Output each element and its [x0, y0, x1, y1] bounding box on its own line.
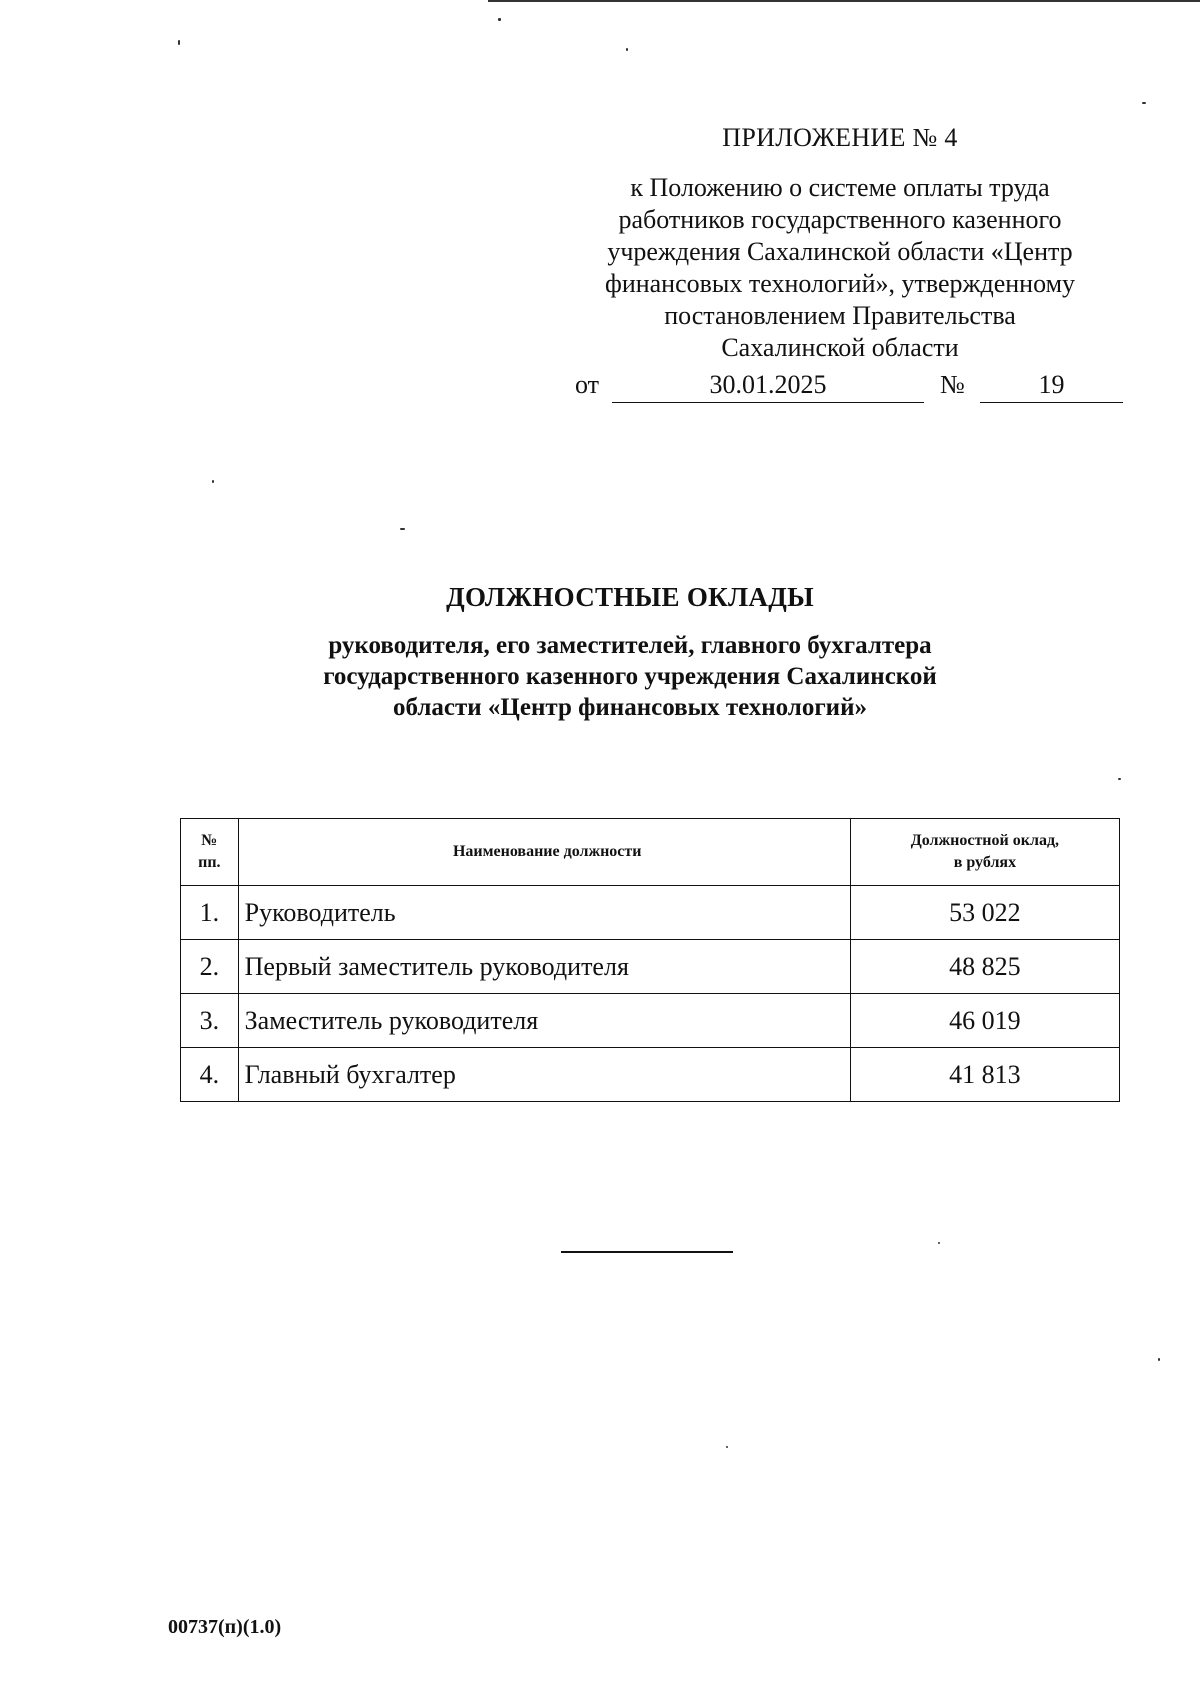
header-salary-line1: Должностной оклад, — [910, 832, 1060, 849]
subtitle-line: руководителя, его заместителей, главного бухгалтера — [328, 632, 932, 659]
header-position: Наименование должности — [238, 819, 850, 886]
scan-speck — [938, 1242, 940, 1244]
table-row — [181, 1048, 1120, 1102]
document-code: 00737(п)(1.0) — [168, 1616, 282, 1638]
scan-speck — [1142, 102, 1146, 104]
salary-table — [180, 818, 1120, 1102]
resolution-date: 30.01.2025 — [612, 370, 924, 403]
row-salary: 41 813 — [850, 1048, 1119, 1102]
resolution-number: 19 — [980, 370, 1123, 403]
header-number-line1: № — [201, 832, 218, 849]
scan-speck — [626, 48, 628, 51]
table-row — [181, 994, 1120, 1048]
scan-speck — [1118, 778, 1121, 780]
appendix-line: Сахалинской области — [721, 333, 959, 362]
scan-speck — [212, 480, 214, 483]
row-number: 4. — [181, 1048, 239, 1102]
date-prefix-label: от — [575, 370, 600, 399]
appendix-line: к Положению о системе оплаты труда — [630, 173, 1050, 202]
row-salary: 46 019 — [850, 994, 1119, 1048]
appendix-line: работников государственного казенного — [618, 205, 1062, 234]
row-salary: 53 022 — [850, 886, 1119, 940]
appendix-line: учреждения Сахалинской области «Центр — [607, 237, 1073, 266]
scan-border-line — [488, 0, 1200, 2]
row-position: Руководитель — [238, 886, 850, 940]
appendix-line: постановлением Правительства — [664, 301, 1016, 330]
header-number — [181, 819, 239, 886]
table-header-row — [181, 819, 1120, 886]
appendix-title: ПРИЛОЖЕНИЕ № 4 — [722, 123, 958, 152]
resolution-date-row — [570, 370, 1125, 406]
row-position: Заместитель руководителя — [238, 994, 850, 1048]
row-position: Первый заместитель руководителя — [238, 940, 850, 994]
header-salary — [850, 819, 1119, 886]
row-number: 1. — [181, 886, 239, 940]
subtitle-line: области «Центр финансовых технологий» — [392, 694, 867, 721]
document-subtitle — [200, 630, 1060, 723]
appendix-header — [560, 122, 1120, 364]
row-position: Главный бухгалтер — [238, 1048, 850, 1102]
closing-rule — [561, 1251, 733, 1253]
document-title: ДОЛЖНОСТНЫЕ ОКЛАДЫ — [446, 582, 814, 612]
header-number-line2: пп. — [198, 854, 221, 871]
row-salary: 48 825 — [850, 940, 1119, 994]
table-row — [181, 886, 1120, 940]
table-row — [181, 940, 1120, 994]
scan-speck — [178, 40, 180, 45]
row-number: 2. — [181, 940, 239, 994]
scan-speck — [1158, 1358, 1160, 1361]
header-salary-line2: в рублях — [953, 854, 1017, 871]
appendix-line: финансовых технологий», утвержденному — [604, 269, 1076, 298]
subtitle-line: государственного казенного учреждения Сахалинской — [323, 663, 937, 690]
scan-speck — [498, 18, 501, 21]
row-number: 3. — [181, 994, 239, 1048]
number-prefix-label: № — [940, 370, 965, 399]
scan-speck — [400, 528, 405, 530]
scan-speck — [726, 1446, 728, 1448]
